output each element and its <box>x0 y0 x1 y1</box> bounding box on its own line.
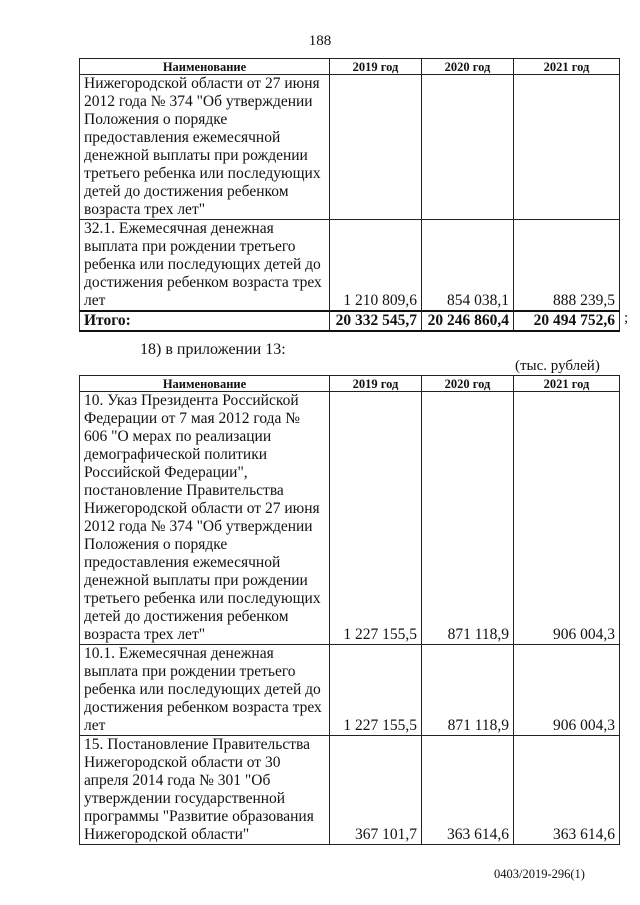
table-row <box>80 645 620 736</box>
row-name: Нижегородской области от 27 июня 2012 года № 374 "Об утверждении Положения о порядке предоставления ежемесячной денежной выплаты при рождении третьего ребенка или последующих детей до достижения ребенком возраста трех лет" <box>80 75 330 220</box>
row-name: 10.1. Ежемесячная денежная выплата при рождении третьего ребенка или последующих детей до достижения ребенком возраста трех лет <box>80 645 330 736</box>
row-name: 10. Указ Президента Российской Федерации от 7 мая 2012 года № 606 "О мерах по реализации демографической политики Российской Федерации", постановление Правительства Нижегородской области от 27 июня 2012 года № 374 "Об утверждении Положения о порядке предоставления ежемесячной денежной выплаты при рождении третьего ребенка или последующих детей до достижения ребенком возраста трех лет" <box>80 392 330 645</box>
trailing-semicolon: ; <box>624 310 629 326</box>
total-label: Итого: <box>80 311 330 331</box>
table-header-row <box>80 59 620 75</box>
budget-table-2 <box>79 375 620 845</box>
document-number: 0403/2019-296(1) <box>494 867 585 881</box>
total-2020: 20 246 860,4 <box>422 311 514 331</box>
total-row <box>80 311 620 331</box>
value-2020: 871 118,9 <box>422 392 514 645</box>
column-header-name: Наименование <box>80 59 330 75</box>
column-header-2020: 2020 год <box>422 376 514 392</box>
column-header-2021: 2021 год <box>514 59 620 75</box>
value-2020: 871 118,9 <box>422 645 514 736</box>
row-name: 32.1. Ежемесячная денежная выплата при рождении третьего ребенка или последующих детей до достижения ребенком возраста трех лет <box>80 220 330 312</box>
total-2021: 20 494 752,6 <box>514 311 620 331</box>
table-header-row <box>80 376 620 392</box>
paragraph-heading: 18) в приложении 13: <box>140 341 286 358</box>
budget-table-1 <box>79 58 620 332</box>
column-header-name: Наименование <box>80 376 330 392</box>
value-2020 <box>422 75 514 220</box>
value-2021: 363 614,6 <box>514 736 620 845</box>
value-2019: 367 101,7 <box>330 736 422 845</box>
table-row <box>80 392 620 645</box>
value-2019 <box>330 75 422 220</box>
value-2021: 888 239,5 <box>514 220 620 312</box>
total-2019: 20 332 545,7 <box>330 311 422 331</box>
value-2020: 854 038,1 <box>422 220 514 312</box>
value-2019: 1 210 809,6 <box>330 220 422 312</box>
column-header-2019: 2019 год <box>330 376 422 392</box>
table-row <box>80 220 620 312</box>
value-2021 <box>514 75 620 220</box>
table-row <box>80 736 620 845</box>
value-2021: 906 004,3 <box>514 645 620 736</box>
page-number: 188 <box>308 33 332 49</box>
value-2020: 363 614,6 <box>422 736 514 845</box>
column-header-2020: 2020 год <box>422 59 514 75</box>
column-header-2019: 2019 год <box>330 59 422 75</box>
units-label: (тыс. рублей) <box>515 358 600 374</box>
value-2019: 1 227 155,5 <box>330 645 422 736</box>
value-2021: 906 004,3 <box>514 392 620 645</box>
column-header-2021: 2021 год <box>514 376 620 392</box>
table-row <box>80 75 620 220</box>
row-name: 15. Постановление Правительства Нижегородской области от 30 апреля 2014 года № 301 "Об утверждении государственной программы "Развитие образования Нижегородской области" <box>80 736 330 845</box>
value-2019: 1 227 155,5 <box>330 392 422 645</box>
